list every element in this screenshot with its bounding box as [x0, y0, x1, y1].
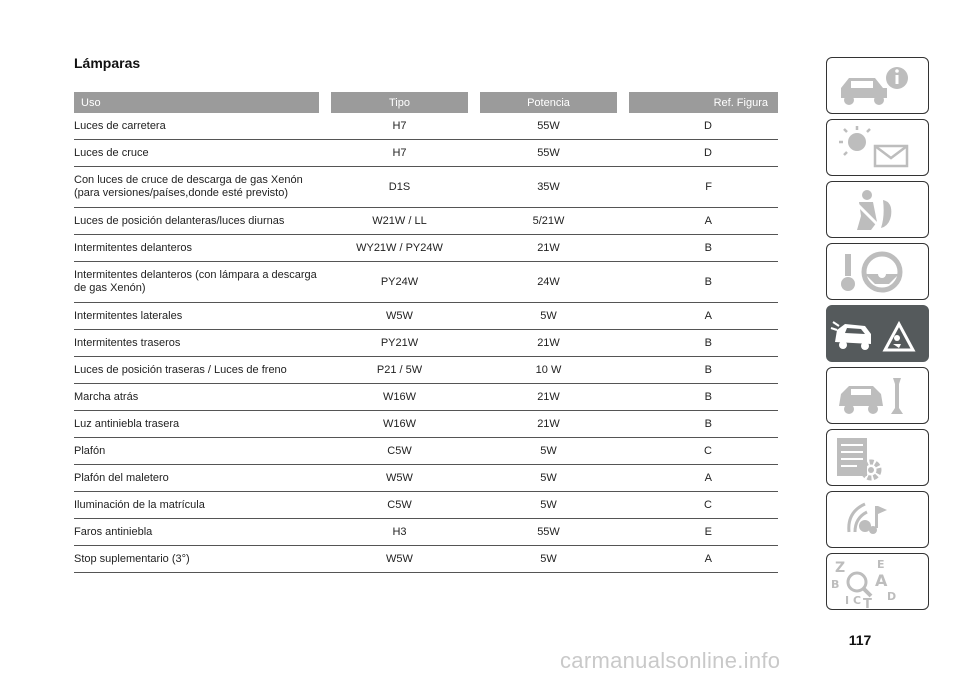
- header-tipo: Tipo: [325, 92, 474, 113]
- sidebar-tab-starting-driving[interactable]: [826, 243, 929, 300]
- multimedia-icon: [827, 492, 928, 547]
- cell-tipo: C5W: [325, 492, 474, 519]
- cell-uso: Luces de posición traseras / Luces de freno: [74, 357, 325, 384]
- cell-tipo: WY21W / PY24W: [325, 235, 474, 262]
- cell-uso: Intermitentes laterales: [74, 303, 325, 330]
- cell-tipo: H3: [325, 519, 474, 546]
- cell-potencia: 21W: [474, 235, 623, 262]
- warning-light-envelope-icon: [827, 120, 928, 175]
- cell-ref: E: [623, 519, 778, 546]
- sidebar-tab-safety[interactable]: [826, 181, 929, 238]
- cell-ref: B: [623, 330, 778, 357]
- cell-potencia: 5W: [474, 438, 623, 465]
- watermark: carmanualsonline.info: [560, 648, 781, 673]
- cell-tipo: H7: [325, 113, 474, 140]
- table-row: [74, 492, 778, 519]
- cell-uso: Luces de posición delanteras/luces diurnas: [74, 208, 325, 235]
- key-steering-wheel-icon: [827, 244, 928, 299]
- cell-potencia: 21W: [474, 411, 623, 438]
- cell-uso: Luces de cruce: [74, 140, 325, 167]
- cell-tipo: PY21W: [325, 330, 474, 357]
- cell-potencia: 5/21W: [474, 208, 623, 235]
- cell-ref: B: [623, 411, 778, 438]
- header-potencia: Potencia: [474, 92, 623, 113]
- svg-text:A: A: [875, 571, 888, 590]
- header-uso: Uso: [74, 92, 325, 113]
- cell-ref: A: [623, 546, 778, 573]
- page-number: 117: [848, 632, 872, 648]
- cell-potencia: 5W: [474, 546, 623, 573]
- cell-potencia: 10 W: [474, 357, 623, 384]
- cell-uso: Marcha atrás: [74, 384, 325, 411]
- table-row: [74, 546, 778, 573]
- table-row: [74, 167, 778, 208]
- cell-tipo: W16W: [325, 384, 474, 411]
- table-row: [74, 208, 778, 235]
- cell-uso: Intermitentes delanteros: [74, 235, 325, 262]
- car-info-icon: [827, 58, 928, 113]
- seatbelt-airbag-icon: [827, 182, 928, 237]
- table-header-row: [74, 92, 778, 113]
- cell-ref: A: [623, 303, 778, 330]
- svg-text:Z: Z: [835, 560, 846, 576]
- table-row: [74, 140, 778, 167]
- svg-text:D: D: [887, 590, 897, 603]
- table-row: [74, 330, 778, 357]
- cell-ref: F: [623, 167, 778, 208]
- sidebar-tab-warning-messages[interactable]: [826, 119, 929, 176]
- cell-ref: A: [623, 465, 778, 492]
- svg-text:B: B: [831, 578, 840, 591]
- cell-potencia: 21W: [474, 384, 623, 411]
- cell-ref: B: [623, 384, 778, 411]
- cell-uso: Con luces de cruce de descarga de gas Xenón (para versiones/países,donde esté previsto): [74, 167, 325, 208]
- table-row: [74, 438, 778, 465]
- cell-uso: Luz antiniebla trasera: [74, 411, 325, 438]
- cell-uso: Iluminación de la matrícula: [74, 492, 325, 519]
- cell-tipo: W5W: [325, 546, 474, 573]
- cell-tipo: PY24W: [325, 262, 474, 303]
- cell-ref: A: [623, 208, 778, 235]
- sidebar-tab-technical-data[interactable]: [826, 429, 929, 486]
- cell-tipo: C5W: [325, 438, 474, 465]
- car-wrench-icon: [827, 368, 928, 423]
- specs-gear-icon: [827, 430, 928, 485]
- page-title: Lámparas: [74, 55, 141, 71]
- cell-ref: B: [623, 262, 778, 303]
- cell-tipo: W5W: [325, 465, 474, 492]
- cell-tipo: H7: [325, 140, 474, 167]
- table-row: [74, 384, 778, 411]
- sidebar-tab-maintenance[interactable]: [826, 367, 929, 424]
- car-emergency-icon: [827, 306, 928, 361]
- cell-potencia: 35W: [474, 167, 623, 208]
- cell-uso: Intermitentes traseros: [74, 330, 325, 357]
- cell-potencia: 24W: [474, 262, 623, 303]
- cell-ref: B: [623, 235, 778, 262]
- cell-potencia: 55W: [474, 113, 623, 140]
- sidebar-tab-emergency[interactable]: [826, 305, 929, 362]
- table-row: [74, 113, 778, 140]
- table-row: [74, 303, 778, 330]
- cell-ref: B: [623, 357, 778, 384]
- cell-tipo: W16W: [325, 411, 474, 438]
- cell-tipo: W21W / LL: [325, 208, 474, 235]
- cell-uso: Luces de carretera: [74, 113, 325, 140]
- svg-text:E: E: [877, 558, 885, 571]
- header-ref-figura: Ref. Figura: [623, 92, 778, 113]
- cell-potencia: 5W: [474, 303, 623, 330]
- table-row: [74, 262, 778, 303]
- cell-uso: Plafón del maletero: [74, 465, 325, 492]
- cell-ref: C: [623, 438, 778, 465]
- cell-potencia: 55W: [474, 140, 623, 167]
- table-row: [74, 235, 778, 262]
- table-row: [74, 465, 778, 492]
- table-row: [74, 519, 778, 546]
- cell-uso: Intermitentes delanteros (con lámpara a descarga de gas Xenón): [74, 262, 325, 303]
- cell-potencia: 5W: [474, 492, 623, 519]
- cell-uso: Stop suplementario (3°): [74, 546, 325, 573]
- sidebar-tab-car-info[interactable]: [826, 57, 929, 114]
- cell-uso: Plafón: [74, 438, 325, 465]
- cell-ref: C: [623, 492, 778, 519]
- sidebar-tab-multimedia[interactable]: [826, 491, 929, 548]
- cell-uso: Faros antiniebla: [74, 519, 325, 546]
- index-search-icon: [827, 554, 928, 609]
- table-row: [74, 411, 778, 438]
- cell-potencia: 55W: [474, 519, 623, 546]
- sidebar-tab-index[interactable]: [826, 553, 929, 610]
- cell-ref: D: [623, 140, 778, 167]
- cell-ref: D: [623, 113, 778, 140]
- svg-text:T: T: [863, 597, 872, 609]
- cell-tipo: W5W: [325, 303, 474, 330]
- svg-text:I: I: [845, 594, 850, 607]
- cell-tipo: P21 / 5W: [325, 357, 474, 384]
- cell-tipo: D1S: [325, 167, 474, 208]
- cell-potencia: 21W: [474, 330, 623, 357]
- svg-text:C: C: [853, 594, 862, 607]
- table-row: [74, 357, 778, 384]
- lamps-table: [74, 92, 778, 573]
- cell-potencia: 5W: [474, 465, 623, 492]
